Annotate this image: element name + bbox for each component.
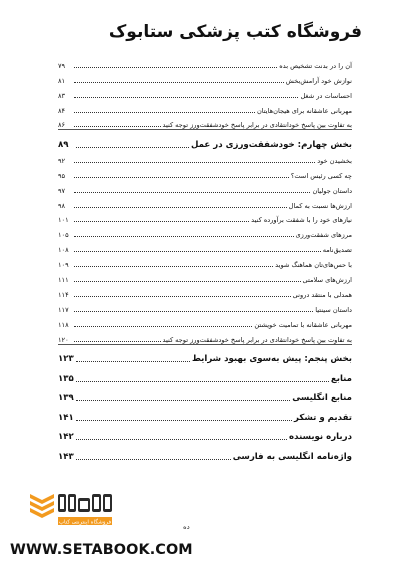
toc-entry-title: به تفاوت بین پاسخ خودانتقادی در برابر پاسخ خودشفقت‌ورز توجه کنید	[162, 121, 352, 130]
toc-entry[interactable]	[58, 100, 352, 115]
toc-section-heading[interactable]	[58, 130, 352, 150]
toc-entry[interactable]	[58, 85, 352, 100]
toc-entry[interactable]	[58, 165, 352, 180]
toc-entry-title: آن را در بدنت تشخیص بده	[279, 61, 352, 70]
toc-page-number: ۹۸	[58, 201, 66, 210]
toc-entry[interactable]	[58, 55, 352, 70]
website-url[interactable]: WWW.SETABOOK.COM	[10, 542, 193, 558]
toc-leader-dots	[74, 66, 277, 68]
brand-tagline: فروشگاه اینترنتی کتاب	[58, 519, 112, 526]
toc-section-heading[interactable]	[58, 364, 352, 384]
book-icon	[30, 494, 54, 518]
toc-page-number: ۱۰۸	[58, 246, 69, 255]
toc-leader-dots	[74, 340, 161, 342]
toc-entry-title: بخش پنجم: پیش به‌سوی بهبود شرایط	[191, 354, 352, 365]
toc-page-number: ۱۴۲	[58, 432, 74, 443]
toc-entry-title: نیازهای خود را با شفقت برآورده کنید	[251, 216, 352, 225]
toc-page-number: ۸۱	[58, 76, 66, 85]
toc-page-number: ۹۵	[58, 171, 66, 180]
toc-page-number: ۸۴	[58, 106, 66, 115]
toc-entry-title: احساسات در شغل	[300, 91, 352, 100]
toc-entry[interactable]	[58, 115, 352, 130]
toc-entry-title: به تفاوت بین پاسخ خودانتقادی در برابر پاسخ خودشفقت‌ورز توجه کنید	[162, 335, 352, 344]
toc-entry[interactable]	[58, 195, 352, 210]
toc-entry-title: همدلی با منتقد درونی	[292, 290, 352, 299]
toc-page-number: ۸۹	[58, 139, 69, 150]
toc-entry-title: تقدیم و تشکر	[294, 412, 352, 423]
toc-section-heading[interactable]	[58, 345, 352, 365]
toc-leader-dots	[76, 458, 231, 460]
toc-entry-title: مهربانی عاشقانه با تمامیت خویشتن	[254, 320, 352, 329]
setabook-logo	[28, 488, 116, 540]
toc-page-number: ۱۴۳	[58, 451, 74, 462]
toc-entry[interactable]	[58, 254, 352, 269]
toc-entry-title: داستان جولیان	[312, 186, 352, 195]
page-title: فروشگاه کتب پزشکی ستابوک	[108, 22, 362, 42]
toc-entry[interactable]	[58, 284, 352, 299]
toc-leader-dots	[76, 380, 329, 382]
toc-entry-title: با حس‌های‌تان هماهنگ شوید	[275, 261, 352, 270]
toc-entry[interactable]	[58, 70, 352, 85]
toc-leader-dots	[74, 265, 273, 267]
toc-page-number: ۱۰۱	[58, 216, 69, 225]
toc-entry[interactable]	[58, 269, 352, 284]
toc-entry-title: مهربانی عاشقانه برای هیجان‌هایتان	[256, 106, 352, 115]
table-of-contents	[58, 55, 352, 462]
toc-section-heading[interactable]	[58, 403, 352, 423]
toc-entry-title: ارزش‌های سلامتی	[302, 275, 352, 284]
toc-entry-title: بخشیدن خود	[317, 156, 352, 165]
toc-page-number: ۱۳۵	[58, 373, 74, 384]
toc-leader-dots	[76, 438, 287, 440]
toc-page-number: ۸۶	[58, 121, 66, 130]
toc-leader-dots	[74, 220, 249, 222]
toc-page-number: ۷۹	[58, 61, 66, 70]
toc-section-heading[interactable]	[58, 423, 352, 443]
toc-entry-title: داستان سینتیا	[315, 305, 352, 314]
toc-leader-dots	[74, 96, 298, 98]
toc-leader-dots	[76, 419, 292, 421]
toc-leader-dots	[74, 125, 161, 127]
toc-page-number: ۹۲	[58, 156, 66, 165]
toc-leader-dots	[74, 111, 255, 113]
toc-entry[interactable]	[58, 239, 352, 254]
toc-page-number: ۱۴۱	[58, 412, 74, 423]
toc-entry-title: ارزش‌ها نسبت به کمال	[288, 201, 352, 210]
toc-leader-dots	[74, 280, 301, 282]
toc-page-number: ۱۱۱	[58, 275, 69, 284]
toc-leader-dots	[74, 235, 294, 237]
toc-entry[interactable]	[58, 210, 352, 225]
toc-entry-title: تصدیق‌نامه	[322, 246, 352, 255]
toc-page-number: ۱۳۹	[58, 393, 74, 404]
toc-leader-dots	[76, 146, 189, 148]
toc-page-number: ۱۱۸	[58, 320, 69, 329]
toc-entry[interactable]	[58, 224, 352, 239]
toc-leader-dots	[74, 176, 289, 178]
toc-entry[interactable]	[58, 150, 352, 165]
toc-section-heading[interactable]	[58, 442, 352, 462]
toc-page-number: ۱۱۴	[58, 290, 69, 299]
toc-leader-dots	[74, 250, 321, 252]
toc-leader-dots	[76, 360, 190, 362]
toc-entry-title: منابع انگلیسی	[292, 393, 352, 404]
toc-leader-dots	[74, 325, 252, 327]
toc-page-number: ۱۰۵	[58, 231, 69, 240]
toc-page-number: ۸۳	[58, 91, 66, 100]
toc-entry-title: واژه‌نامه انگلیسی به فارسی	[232, 451, 352, 462]
toc-page-number: ۱۲۳	[58, 354, 74, 365]
toc-leader-dots	[74, 206, 287, 208]
toc-entry-title: درباره نویسنده	[289, 432, 352, 443]
toc-leader-dots	[74, 295, 291, 297]
toc-entry[interactable]	[58, 299, 352, 314]
toc-entry[interactable]	[58, 314, 352, 329]
toc-entry[interactable]	[58, 180, 352, 195]
toc-leader-dots	[74, 161, 315, 163]
toc-entry-title: چه کسی رئیس است؟	[290, 171, 352, 180]
toc-section-heading[interactable]	[58, 384, 352, 404]
toc-entry-title: بخش چهارم: خودشفقت‌ورزی در عمل	[191, 139, 352, 150]
toc-entry-title: مرزهای شفقت‌ورزی	[295, 231, 352, 240]
toc-entry[interactable]	[58, 329, 352, 344]
toc-leader-dots	[74, 81, 284, 83]
toc-leader-dots	[74, 191, 310, 193]
toc-entry-title: نوازش خود آرامش‌بخش	[285, 76, 352, 85]
toc-page-number: ۱۲۰	[58, 335, 69, 344]
toc-page-number: ۱۱۷	[58, 305, 69, 314]
toc-leader-dots	[74, 310, 313, 312]
toc-leader-dots	[76, 399, 290, 401]
toc-page-number: ۱۰۹	[58, 261, 69, 270]
toc-page-number: ۹۷	[58, 186, 66, 195]
page-number: ده	[183, 523, 190, 531]
toc-entry-title: منابع	[330, 373, 352, 384]
